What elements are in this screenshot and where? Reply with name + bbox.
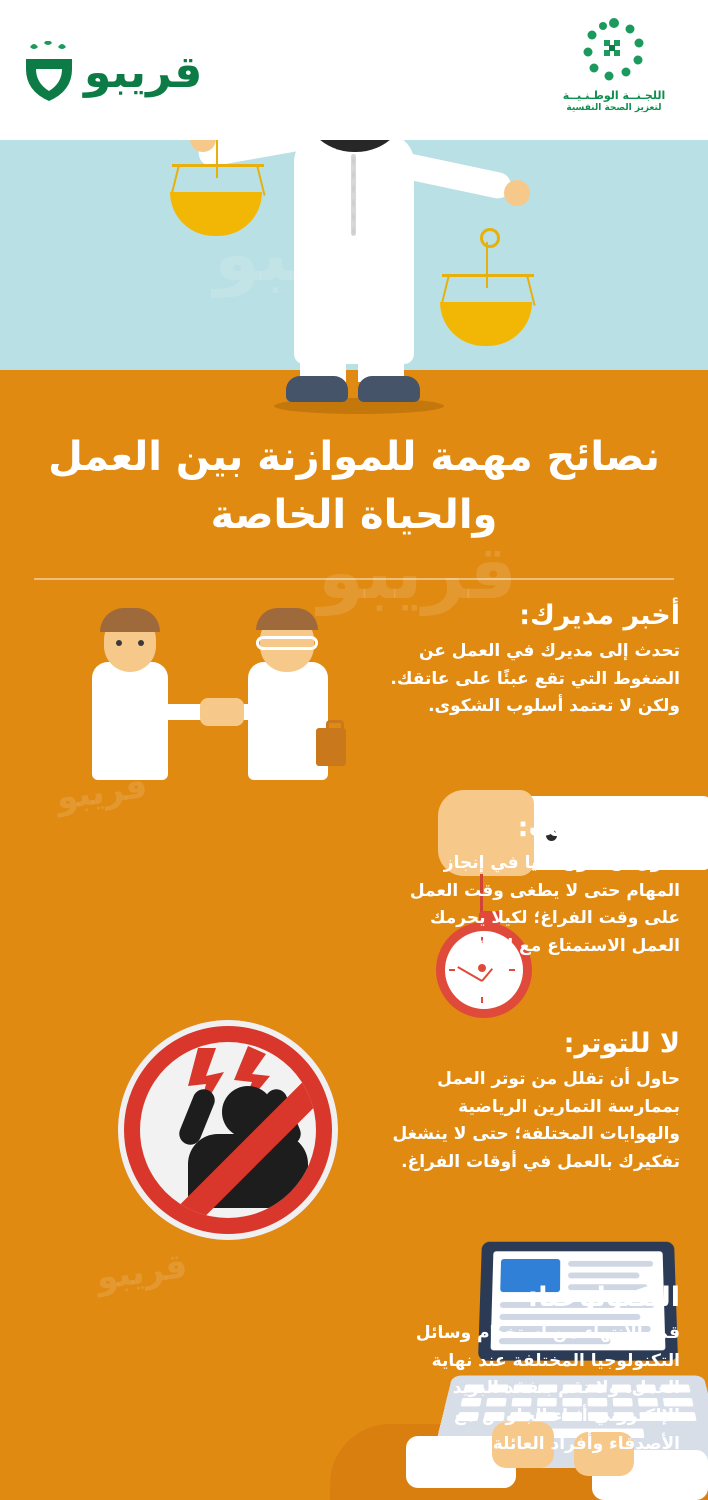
character-shoe [286,376,348,402]
content-line [568,1273,639,1279]
content-line [568,1261,653,1267]
tip-3 [380,1028,680,1177]
handshake-illustration [78,600,378,800]
national-committee-logo [534,14,694,124]
tip-1-heading: أخبر مديرك: [519,600,680,631]
tip-3-body: حاول أن تقلل من توتر العمل بممارسة التمارين الرياضية والهوايات المختلفة؛ حتى لا ينشغل تفكيرك بالعمل في أوقات الفراغ. [392,1069,680,1172]
tip-2-heading: انتبه للوقت: [517,812,680,843]
watermark-text: قريبو [318,530,517,616]
person-hair [100,608,160,632]
character-hand-right [504,180,530,206]
tip-2-body: حاول أن تكون ذكيا في إنجاز المهام حتى لا يطغى وقت العمل على وقت الفراغ؛ لكيلا يحرمك العمل الاستمتاع مع العائلة. [409,853,680,956]
tip-4 [380,1282,680,1458]
tip-4-body: قم بالانتهاء من استخدام وسائل التكنولوجيا المختلفة عند نهاية العمل، ولا تقم بتفقد البريد الإلكتروني أثناء الجلوس مع الأصدقاء وأفراد العائلة. [415,1323,680,1454]
tip-1 [380,600,680,721]
tip-2 [390,812,680,961]
eyeglasses-icon [256,636,318,650]
committee-name-line1: اللجـنــة الوطـنـيــة [562,89,666,102]
committee-emblem-icon [578,14,650,86]
person-eye [116,640,122,646]
header [0,0,708,140]
character-shoe [358,376,420,402]
qareeboo-wordmark: قريبو [84,47,203,98]
page-title: نصائح مهمة للموازنة بين العمل والحياة الخاصة [48,434,660,538]
tip-1-body: تحدث إلى مديرك في العمل عن الضغوط التي تقع عبئًا على عاتقك. ولكن لا تعتمد أسلوب الشكوى. [390,641,680,717]
watermark-text: قريبو [53,765,150,819]
briefcase-handle [326,720,344,738]
person-body [92,662,168,780]
committee-name-line2: لتعزيز الصحة النفسية [566,103,662,113]
handshake-hands [200,698,244,726]
qareeboo-mark-icon [20,41,78,105]
tip-4-heading: التكنولوجيا: [527,1282,680,1313]
no-stress-sign-illustration [118,1020,338,1240]
balance-scale-right [432,228,542,348]
title-divider [34,578,674,580]
sign-inner [140,1042,316,1218]
watermark-text: قريبو [93,1245,190,1299]
qareeboo-logo [20,30,230,116]
person-eye [138,640,144,646]
tip-3-heading: لا للتوتر: [563,1028,680,1059]
person-hair [256,608,318,630]
